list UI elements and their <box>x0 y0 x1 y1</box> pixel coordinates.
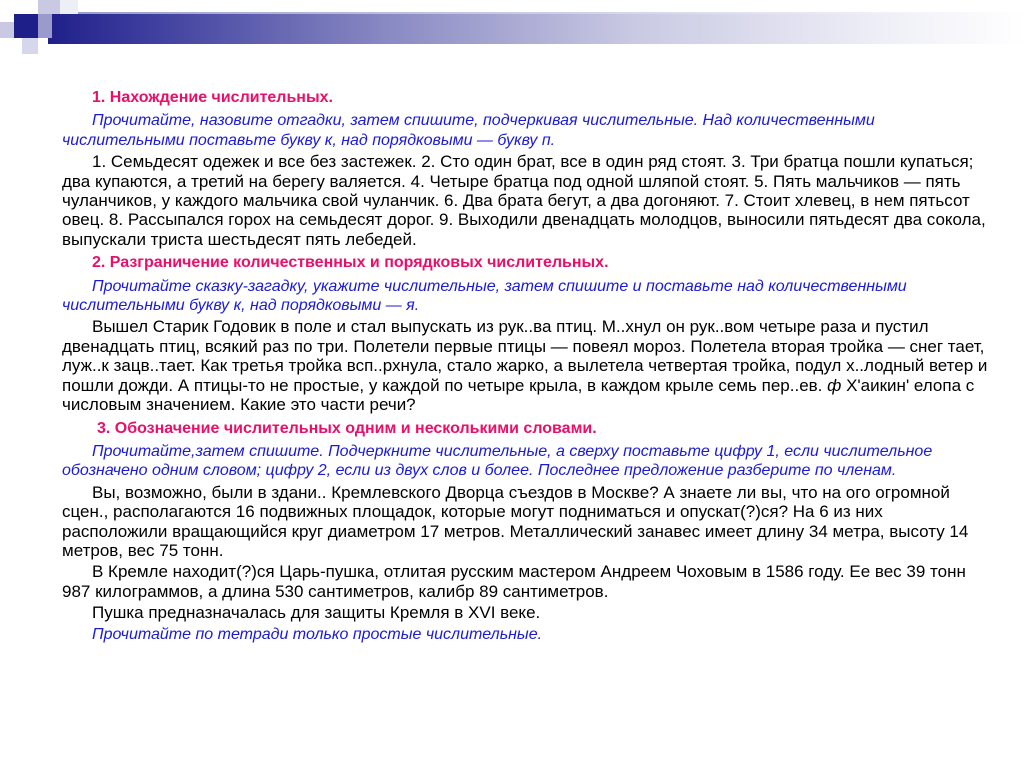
section-1-instruction: Прочитайте, назовите отгадки, затем спишите, подчеркивая числительные. Над количественными числительными поставьте букву к, над порядковыми — букву п. <box>62 112 875 149</box>
corner-squares-decoration <box>0 0 80 60</box>
section-2-tail-text: X'аикин' елопа с числовым значением. Какие это части речи? <box>62 375 975 415</box>
section-2-heading: 2. Разграничение количественных и порядковых числительных. <box>92 254 609 272</box>
header-gradient-band <box>48 14 1024 44</box>
section-2-story-text: Вышел Старик Годовик в поле и стал выпускать из рук..ва птиц. М..хнул он рук..вом четыре раза и пустил двенадцать птиц, всякий раз по три. Полетели первые птицы — повеял мороз. Полетела вторая тройка — снег тает, луж..к зацв..тает. Как третья тройка всп..рхнула, стало жарко, а вылетела четвертая тройка, подул х..лодный ветер и пошли дожди. А птицы-то не простые, у каждой по четыре крыла, в каждом крыле семь пер..ев. <box>62 317 988 395</box>
section-3-final-instruction: Прочитайте по тетради только простые числительные. <box>92 625 543 643</box>
section-3-paragraph-3: Пушка предназначалась для защиты Кремля в XVI веке. <box>92 603 541 623</box>
section-1-heading: 1. Нахождение числительных. <box>92 89 333 106</box>
squares-icon <box>0 0 80 60</box>
section-2-tail-glyph: ф <box>827 375 842 395</box>
section-2-story <box>62 317 992 414</box>
section-2-instruction: Прочитайте сказку-загадку, укажите числительные, затем спишите и поставьте над количественными числительными букву к, над порядковыми — я. <box>62 277 907 315</box>
section-3-paragraph-2: В Кремле находит(?)ся Царь-пушка, отлитая русским мастером Андреем Чоховым в 1586 году. Ее вес 39 тонн 987 килограммов, а длина 530 сантиметров, калибр 89 сантиметров. <box>62 562 966 601</box>
section-3-paragraph-1: Вы, возможно, были в здани.. Кремлевского Дворца съездов в Москве? А знаете ли вы, что на ого огромной сцен., располагаются 16 подвижных площадок, которые могут подниматься и опускат(?)ся? На 6 из них расположили вращающийся круг диаметром 17 метров. Металлический занавес имеет длину 34 метра, высоту 14 метров, вес 75 тонн. <box>62 482 969 560</box>
section-3-heading: 3. Обозначение числительных одним и несколькими словами. <box>97 419 597 437</box>
text-content <box>62 86 992 646</box>
section-3-instruction: Прочитайте,затем спишите. Подчеркните числительные, а сверху поставьте цифру 1, если числительное обозначено одним словом; цифру 2, если из двух слов и более. Последнее предложение разберите по членам. <box>62 442 933 480</box>
section-1-riddles: 1. Семьдесят одежек и все без застежек. 2. Сто один брат, все в один ряд стоят. 3. Три братца пошли купаться; два купаются, а третий на берегу валяется. 4. Четыре братца под одной шляпой стоят. 5. Пять мальчиков — пять чуланчиков, у каждого мальчика свой чуланчик. 6. Два брата бегут, а два догоняют. 7. Стоит хлевец, в нем пятьсот овец. 8. Рассыпался горох на семьдесят дорог. 9. Выходили двенадцать молодцов, выносили пятьдесят два сокола, выпускали триста шестьдесят пять лебедей. <box>62 152 986 249</box>
